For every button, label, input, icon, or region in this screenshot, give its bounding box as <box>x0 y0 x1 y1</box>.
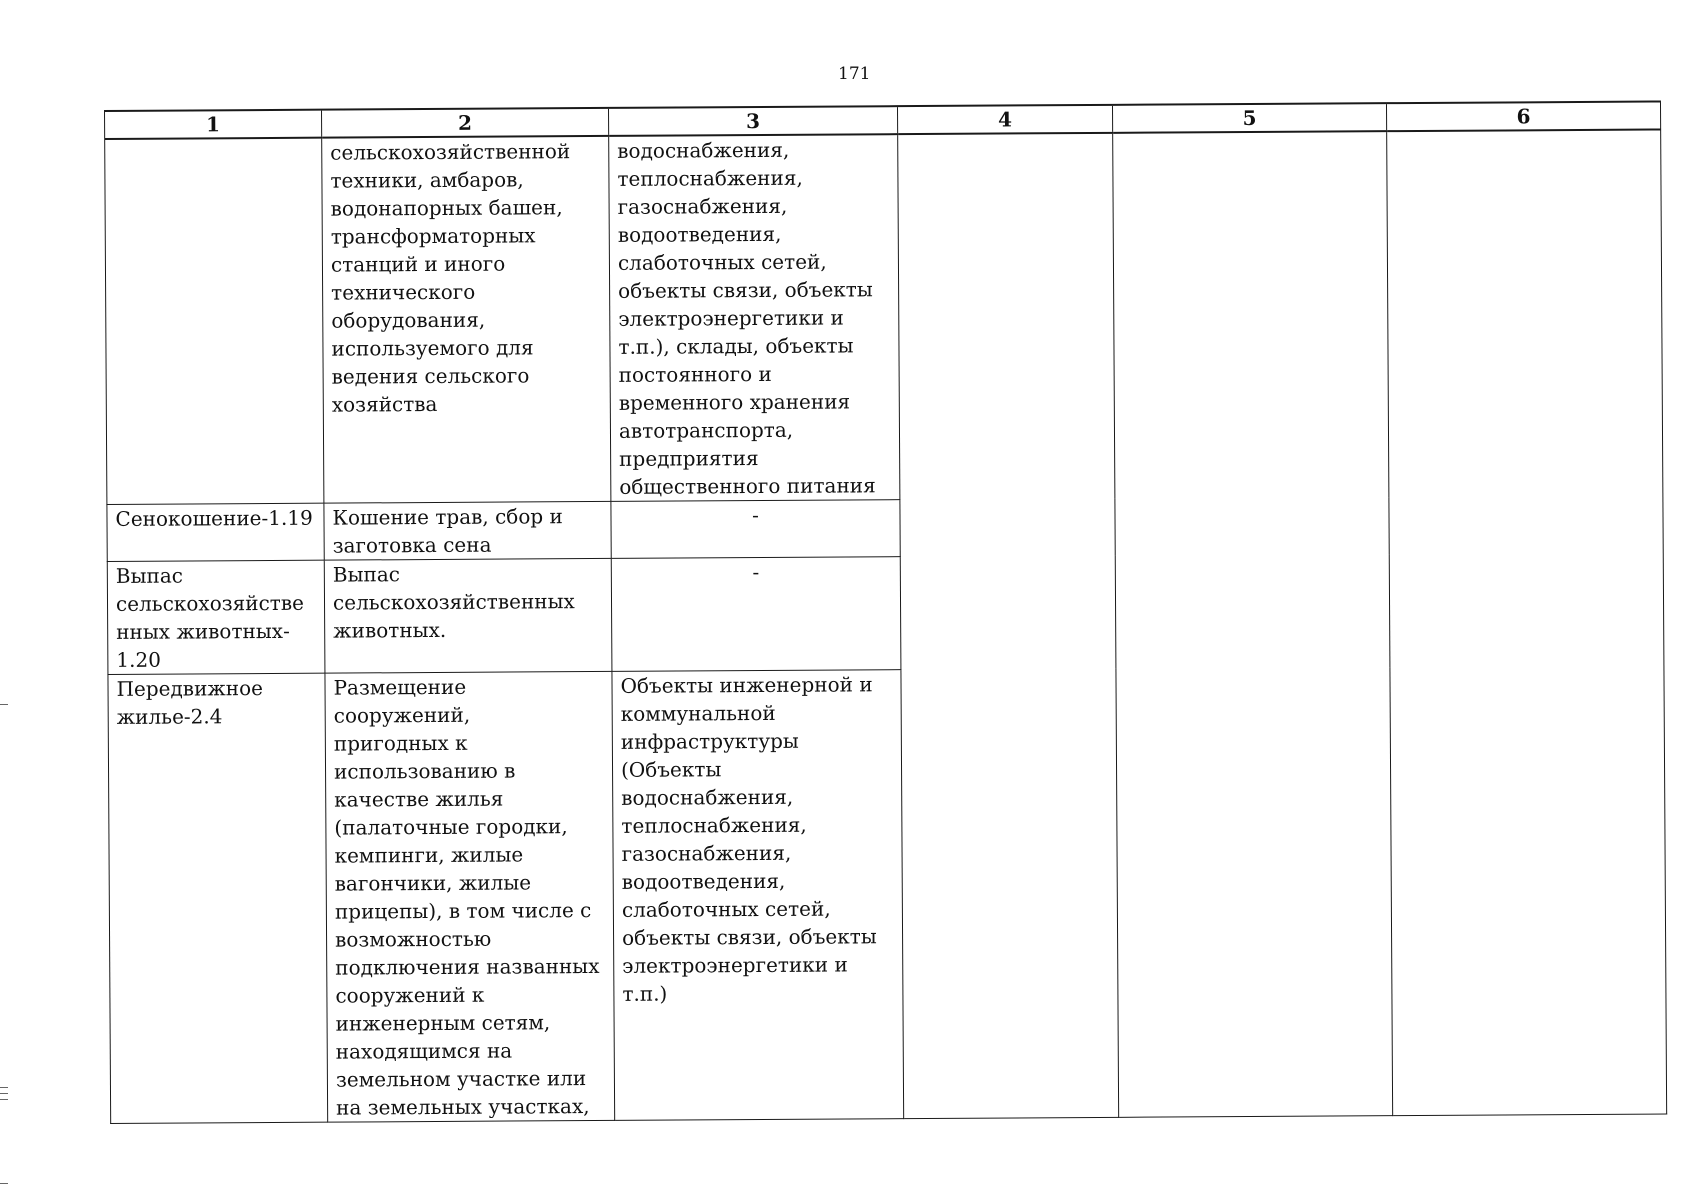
table-row <box>107 552 1664 675</box>
table-cell <box>900 498 1115 556</box>
table-row <box>108 665 1667 1123</box>
scan-margin-mark <box>0 1183 8 1184</box>
table-cell <box>609 134 900 501</box>
scan-margin-mark <box>0 1099 8 1100</box>
table-cell <box>900 555 1116 669</box>
page-number: 171 <box>838 64 871 84</box>
header-col-3: 3 <box>608 106 897 136</box>
table-cell <box>901 668 1119 1118</box>
table-cell <box>1113 131 1389 498</box>
table-cell <box>898 133 1115 500</box>
header-col-1: 1 <box>105 110 322 139</box>
cell-text: Объекты инженерной и коммунальной инфраструктуры (Объекты водоснабжения, теплоснабжения, газоснабжения, водоотведения, слаботочных сетей, объекты связи, объекты электроэнергетики и т.п.) <box>620 672 877 1006</box>
cell-text: водоснабжения, теплоснабжения, газоснабжения, водоотведения, слаботочных сетей, объекты связи, объекты электроэнергетики и т.п.), склады, объекты постоянного и временного хранения автотранспорта, предприятия общественного питания <box>617 137 876 499</box>
table-row <box>107 495 1663 562</box>
table-cell <box>1390 665 1667 1116</box>
table-cell <box>612 670 904 1121</box>
table-cell <box>1115 497 1389 556</box>
cell-text: Выпас сельскохозяйстве нных животных- 1.20 <box>115 563 305 672</box>
table-cell <box>611 557 901 672</box>
cell-text: - <box>752 503 759 528</box>
table-cell <box>107 503 324 561</box>
table-cell <box>1116 667 1393 1118</box>
cell-text: - <box>752 560 760 585</box>
table-cell <box>322 136 611 503</box>
cell-text <box>113 139 313 140</box>
header-col-5: 5 <box>1112 103 1386 133</box>
table-cell <box>611 500 900 559</box>
header-col-4: 4 <box>897 105 1112 134</box>
table-cell <box>105 138 324 505</box>
table-cell <box>324 558 612 673</box>
table-cell <box>324 501 611 560</box>
cell-text: Передвижное жилье-2.4 <box>116 676 264 729</box>
cell-text: Кошение трав, сбор и заготовка сена <box>332 504 563 558</box>
table-cell <box>1115 554 1390 669</box>
cell-text: Выпас сельскохозяйственных животных. <box>332 562 575 643</box>
cell-text: сельскохозяйственной техники, амбаров, водонапорных башен, трансформаторных станций и иного технического оборудования, используемого для ведения сельского хозяйства <box>330 139 571 417</box>
table-cell <box>325 671 615 1122</box>
scan-margin-mark <box>0 1087 8 1088</box>
table-cell <box>1389 552 1664 667</box>
table-cell <box>108 673 328 1123</box>
data-table <box>104 100 1667 1123</box>
table-row <box>105 129 1663 504</box>
table-cell <box>1387 129 1663 496</box>
scan-margin-mark <box>0 1093 8 1094</box>
table-cell <box>1389 495 1663 554</box>
cell-text: Сенокошение-1.19 <box>115 505 313 531</box>
table-cell <box>107 560 325 674</box>
cell-text: Размещение сооружений, пригодных к использованию в качестве жилья (палаточные городки, кемпинги, жилые вагончики, жилые прицепы), в том числе с возможностью подключения названных сооружений к инженерным сетям, находящимся на земельном участке или на земельных участках, <box>333 674 600 1120</box>
header-col-2: 2 <box>322 108 609 138</box>
scan-margin-mark <box>0 704 8 705</box>
header-col-6: 6 <box>1386 101 1660 131</box>
